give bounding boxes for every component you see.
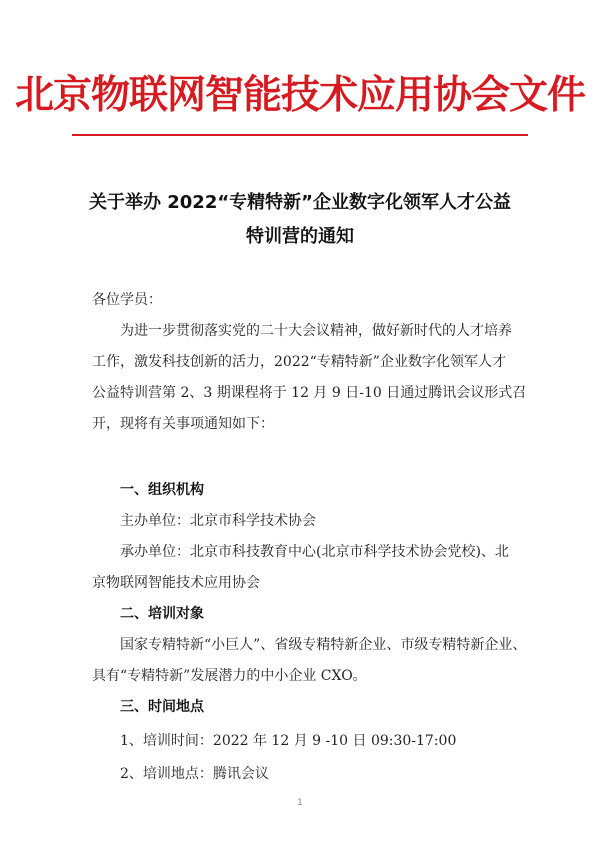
header-red-rule (72, 134, 528, 136)
training-time-line: 1、培训时间：2022 年 12 月 9 -10 日 09:30-17:00 (120, 733, 457, 749)
intro-line-4: 开，现将有关事项通知如下： (92, 416, 274, 432)
document-title (80, 186, 520, 254)
audience-line-1: 国家专精特新“小巨人”、省级专精特新企业、市级专精特新企业、 (120, 637, 527, 653)
section-heading-time-place: 三、时间地点 (120, 699, 204, 715)
intro-line-1: 为进一步贯彻落实党的二十大会议精神，做好新时代的人才培养 (120, 323, 512, 339)
section-heading-organization: 一、组织机构 (120, 482, 204, 498)
document-title-line-1: 关于举办 2022“专精特新”企业数字化领军人才公益 (88, 192, 512, 213)
intro-line-3: 公益特训营第 2、3 期课程将于 12 月 9 日-10 日通过腾讯会议形式召 (92, 385, 527, 401)
audience-line-2: 具有“专精特新”发展潜力的中小企业 CXO。 (92, 668, 367, 684)
training-place-line: 2、培训地点：腾讯会议 (120, 766, 269, 782)
document-title-line-2: 特训营的通知 (246, 226, 354, 247)
intro-line-2: 工作，激发科技创新的活力，2022“专精特新”企业数字化领军人才 (92, 354, 506, 370)
page-number: 1 (297, 798, 303, 808)
org-header-title: 北京物联网智能技术应用协会文件 (14, 72, 585, 118)
salutation: 各位学员： (92, 292, 162, 308)
organizer-line: 主办单位：北京市科学技术协会 (120, 513, 316, 529)
section-heading-audience: 二、培训对象 (120, 606, 204, 622)
co-organizer-line-1: 承办单位：北京市科技教育中心(北京市科学技术协会党校)、北 (120, 544, 509, 560)
co-organizer-line-2: 京物联网智能技术应用协会 (92, 575, 260, 591)
